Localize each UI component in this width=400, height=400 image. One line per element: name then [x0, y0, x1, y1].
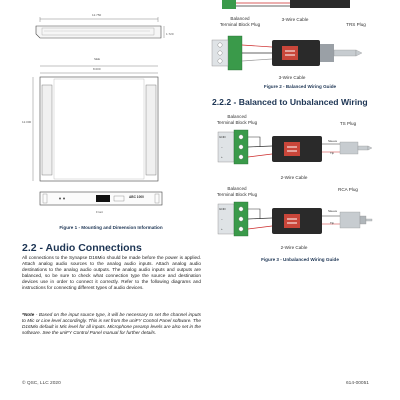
rca-pin-plus: +	[221, 227, 223, 231]
mid-width-inner-dimension: 8.000	[93, 67, 101, 71]
audio-connections-paragraph: All connections to the Synapse D16Mio should be made before the power is applied. Attach analog audio sources to the analog audio inputs. Attach analog audio destinations to the analog audio outputs. The analog audio inputs and outputs are balanced, so be sure to check what connection type the source and destination devices use in order to connect it correctly. Refer to the following diagrams and instructions for connecting different types of audio devices.	[22, 255, 201, 290]
rca-pin-gnd: GND	[219, 207, 226, 211]
rca-wiring-diagram	[210, 200, 400, 245]
rca-plug-label: RCA Plug	[338, 187, 358, 192]
figure-2-caption: Figure 2 - Balanced Wiring Guide	[263, 84, 337, 89]
device-side-view-drawing	[0, 0, 200, 60]
balanced-cable-label: 3-Wire Cable	[278, 75, 306, 80]
footer-copyright: © QSC, LLC 2020	[22, 381, 61, 386]
section-title-audio-connections: 2.2 - Audio Connections	[22, 242, 142, 254]
rca-pin-minus: –	[221, 217, 223, 221]
balanced-terminal-label: Balanced Terminal Block Plug	[219, 16, 261, 27]
balanced-wiring-diagram	[210, 0, 400, 80]
trs-plug-label: TRS Plug	[346, 22, 366, 27]
ts-wiring-diagram	[210, 128, 400, 173]
top-height-dimension: 1.720	[166, 32, 174, 36]
rca-sleeve-label: Sleeve	[328, 209, 338, 213]
note-label: *Note	[22, 312, 35, 317]
footer-doc-number: 614-00051	[346, 381, 369, 386]
top-width-dimension: 12.750	[92, 13, 102, 17]
figure-1-caption: Figure 1 - Mounting and Dimension Information	[59, 225, 163, 230]
rca-cable-label: 2-Wire Cable	[280, 245, 308, 250]
ts-terminal-label: Balanced Terminal Block Plug	[216, 114, 258, 125]
ts-cable-label: 2-Wire Cable	[280, 175, 308, 180]
mid-height-dimension: 12.000	[22, 120, 32, 124]
rca-tip-label: Tip	[330, 221, 335, 225]
ts-pin-gnd: GND	[219, 135, 226, 139]
balanced-cable-top-label: 3-Wire Cable	[281, 17, 309, 22]
front-panel-brand: ABC 1000	[129, 195, 144, 199]
note-text: - Based on the input source type, it will be necessary to set the channel inputs to Mic or Line level accordingly. This is set from the uniFY Control Panel software. The D16Mio default is Mic level for all inputs. Microphone preamp levels are also set in the software. See the uniFY Control Panel manual for further details.	[22, 312, 201, 335]
ts-plug-label: TS Plug	[339, 121, 357, 126]
figure-3-caption: Figure 3 - Unbalanced Wiring Guide	[261, 257, 339, 262]
ts-pin-plus: +	[221, 155, 223, 159]
ts-tip-label: Tip	[330, 151, 335, 155]
front-label: Front	[96, 210, 104, 214]
ts-pin-minus: –	[221, 145, 223, 149]
section-title-balanced-to-unbalanced: 2.2.2 - Balanced to Unbalanced Wiring	[212, 97, 368, 107]
rca-terminal-label: Balanced Terminal Block Plug	[216, 186, 258, 197]
note-paragraph	[22, 312, 201, 336]
mid-width-outer-dimension: SEE	[94, 57, 101, 61]
ts-sleeve-label: Sleeve	[328, 139, 338, 143]
